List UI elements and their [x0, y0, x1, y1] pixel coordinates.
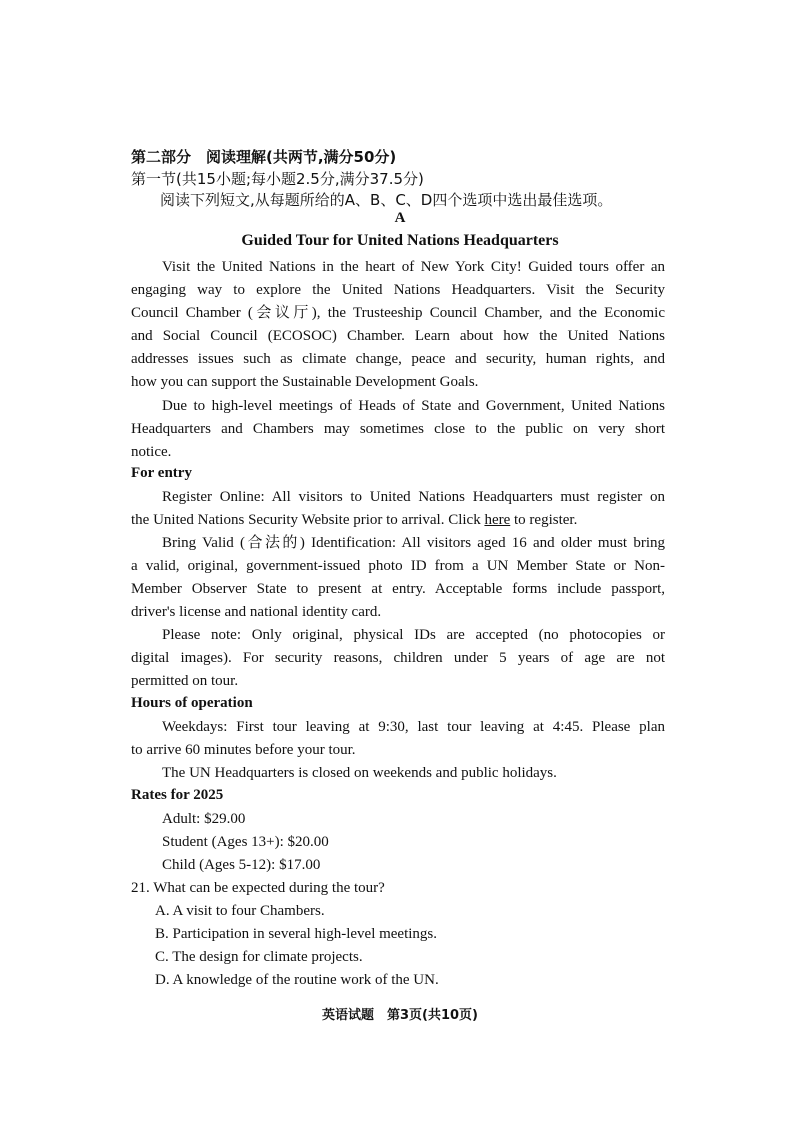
- intro-line: Council Chamber (会议厅), the Trusteeship Council Chamber, and the Economic: [131, 305, 665, 321]
- note-line: Please note: Only original, physical IDs are accepted (no photocopies or: [162, 627, 665, 643]
- intro-line: Visit the United Nations in the heart of New York City! Guided tours offer an: [162, 259, 665, 275]
- id-line: Bring Valid (合法的) Identification: All visitors aged 16 and older must bring: [162, 535, 665, 551]
- option-b[interactable]: B. Participation in several high-level meetings.: [155, 926, 438, 942]
- intro-line: how you can support the Sustainable Development Goals.: [131, 374, 479, 390]
- passage-title: Guided Tour for United Nations Headquarters: [241, 232, 559, 249]
- question-stem: 21. What can be expected during the tour?: [131, 880, 385, 896]
- closed-line: The UN Headquarters is closed on weekends and public holidays.: [162, 765, 557, 781]
- note-line: digital images). For security reasons, children under 5 years of age are not: [131, 650, 665, 666]
- option-c[interactable]: C. The design for climate projects.: [155, 949, 363, 965]
- intro-line: addresses issues such as climate change, peace and security, human rights, and: [131, 351, 665, 367]
- closure-line: Headquarters and Chambers may sometimes close to the public on very short: [131, 421, 665, 437]
- section-heading: 第一节(共15小题;每小题2.5分,满分37.5分): [131, 170, 424, 188]
- id-line: driver's license and national identity card.: [131, 604, 382, 620]
- option-a[interactable]: A. A visit to four Chambers.: [155, 903, 325, 919]
- rates-heading: Rates for 2025: [131, 787, 224, 803]
- register-link[interactable]: here: [484, 512, 511, 528]
- note-line: permitted on tour.: [131, 673, 239, 689]
- id-line: a valid, original, government-issued photo ID from a UN Member State or Non-: [131, 558, 665, 574]
- entry-heading: For entry: [131, 465, 192, 481]
- register-line: Register Online: All visitors to United Nations Headquarters must register on: [162, 489, 665, 505]
- option-d[interactable]: D. A knowledge of the routine work of the UN.: [155, 972, 439, 988]
- closure-line: notice.: [131, 444, 172, 460]
- register-text: to register.: [510, 512, 578, 528]
- closure-line: Due to high-level meetings of Heads of State and Government, United Nations: [162, 398, 665, 414]
- hours-heading: Hours of operation: [131, 695, 253, 711]
- register-text: the United Nations Security Website prior to arrival. Click: [131, 512, 485, 528]
- page-footer: 英语试题 第3页(共10页): [321, 1008, 479, 1023]
- intro-line: engaging way to explore the United Nations Headquarters. Visit the Security: [131, 282, 665, 298]
- rate-item: Student (Ages 13+): $20.00: [162, 834, 329, 850]
- register-line: [131, 509, 665, 531]
- rate-item: Child (Ages 5-12): $17.00: [162, 857, 321, 873]
- intro-line: and Social Council (ECOSOC) Chamber. Learn about how the United Nations: [131, 328, 665, 344]
- instruction-text: 阅读下列短文,从每题所给的A、B、C、D四个选项中选出最佳选项。: [160, 191, 613, 209]
- rate-item: Adult: $29.00: [162, 811, 246, 827]
- id-line: Member Observer State to present at entry. Acceptable forms include passport,: [131, 581, 665, 597]
- passage-letter: A: [394, 210, 406, 226]
- hours-line: to arrive 60 minutes before your tour.: [131, 742, 356, 758]
- part-heading: 第二部分 阅读理解(共两节,满分50分): [131, 148, 397, 166]
- hours-line: Weekdays: First tour leaving at 9:30, last tour leaving at 4:45. Please plan: [162, 719, 665, 735]
